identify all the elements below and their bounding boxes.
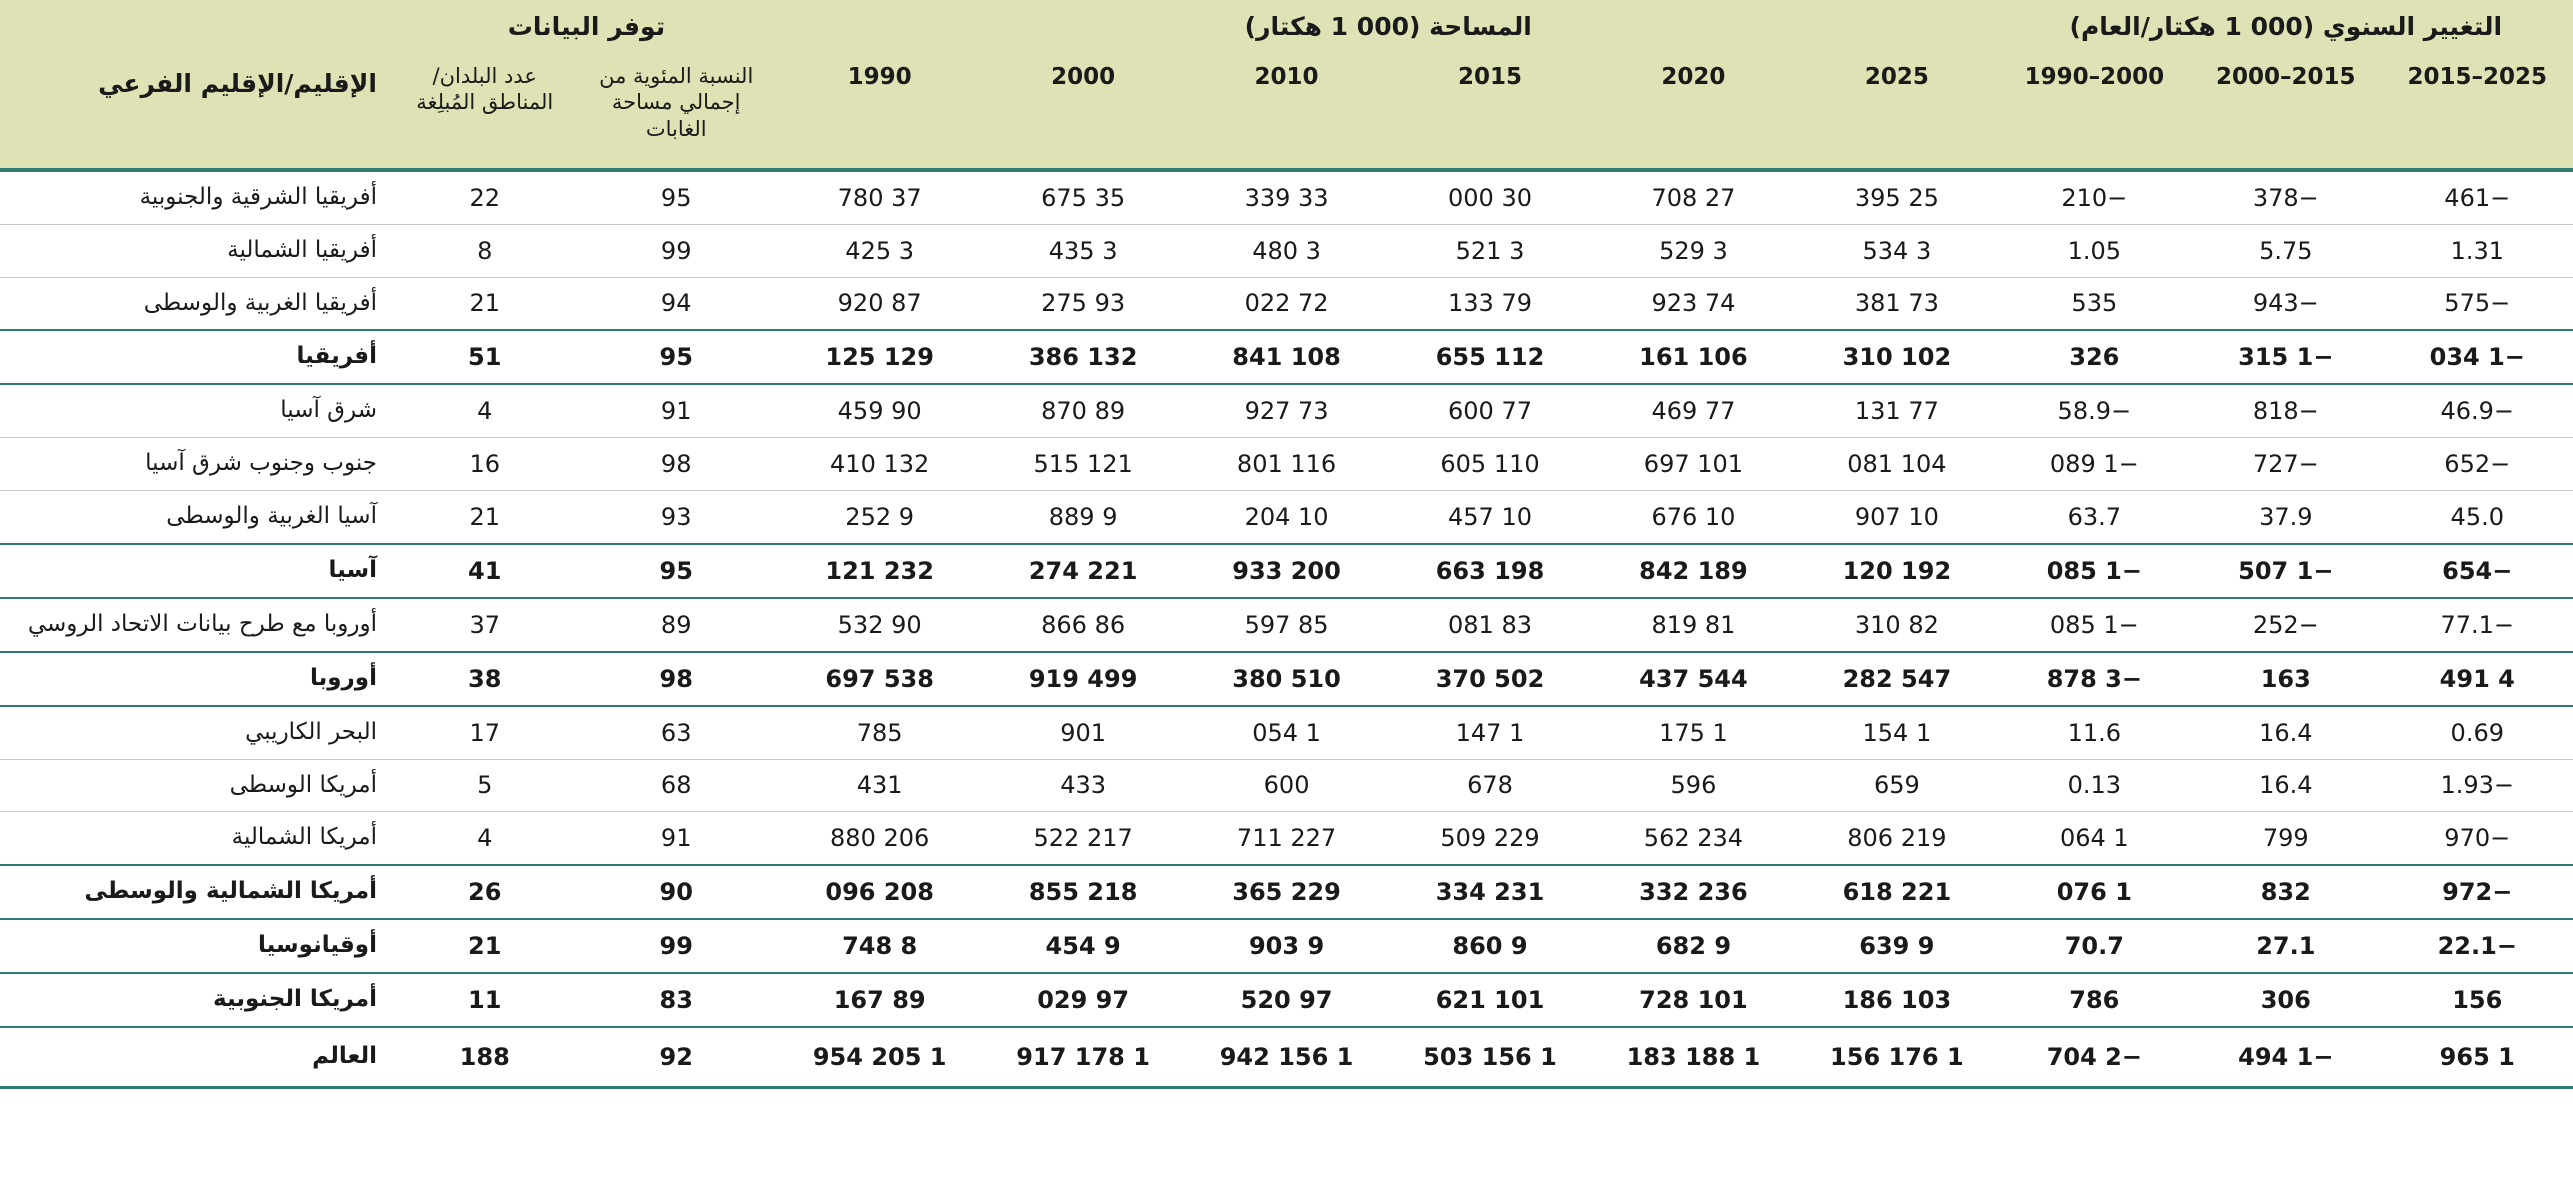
table-cell: 200 933 <box>1185 544 1388 598</box>
table-cell: 1 147 <box>1388 706 1591 759</box>
table-cell: 596 <box>1592 759 1795 812</box>
row-label: أمريكا الشمالية والوسطى <box>0 865 395 919</box>
table-row <box>0 544 2573 598</box>
table-cell: 547 282 <box>1795 652 1998 706</box>
col-change-2000-2015: 2015–2000 <box>2190 53 2381 168</box>
table-cell: −3 878 <box>1999 652 2190 706</box>
table-cell: 27 708 <box>1592 172 1795 224</box>
table-cell: 9 454 <box>981 919 1184 973</box>
table-cell: 37 <box>395 598 575 652</box>
table-cell: 1 175 <box>1592 706 1795 759</box>
table-cell: 121 515 <box>981 438 1184 491</box>
table-cell: 1 188 183 <box>1592 1027 1795 1087</box>
table-cell: 232 121 <box>778 544 981 598</box>
row-label: شرق آسيا <box>0 384 395 437</box>
table-cell: −1 315 <box>2190 330 2381 384</box>
col-reporting-countries: عدد البلدان/المناطق المُبلِغة <box>395 53 575 168</box>
table-cell: 10 457 <box>1388 491 1591 544</box>
col-change-1990-2000: 2000–1990 <box>1999 53 2190 168</box>
table-cell: 89 167 <box>778 973 981 1027</box>
table-cell: 91 <box>574 384 777 437</box>
table-row <box>0 491 2573 544</box>
table-cell: 92 <box>574 1027 777 1087</box>
table-cell: 116 801 <box>1185 438 1388 491</box>
table-cell: 9 860 <box>1388 919 1591 973</box>
table-cell: 41 <box>395 544 575 598</box>
table-cell: 156 <box>2382 973 2573 1027</box>
table-row <box>0 812 2573 865</box>
table-cell: 90 459 <box>778 384 981 437</box>
table-cell: 538 697 <box>778 652 981 706</box>
table-row <box>0 973 2573 1027</box>
row-label: البحر الكاريبي <box>0 706 395 759</box>
table-cell: 499 919 <box>981 652 1184 706</box>
table-cell: 10 907 <box>1795 491 1998 544</box>
table-cell: 33 339 <box>1185 172 1388 224</box>
table-cell: 22 <box>395 172 575 224</box>
table-cell: −727 <box>2190 438 2381 491</box>
table-cell: 51 <box>395 330 575 384</box>
table-cell: 4 <box>395 812 575 865</box>
table-row <box>0 277 2573 330</box>
table-cell: 97 029 <box>981 973 1184 1027</box>
table-cell: 90 <box>574 865 777 919</box>
table-cell: 163 <box>2190 652 2381 706</box>
table-cell: −970 <box>2382 812 2573 865</box>
table-cell: 110 605 <box>1388 438 1591 491</box>
table-row <box>0 865 2573 919</box>
table-cell: 85 597 <box>1185 598 1388 652</box>
table-cell: 1 054 <box>1185 706 1388 759</box>
table-cell: 4 491 <box>2382 652 2573 706</box>
table-header <box>0 0 2573 172</box>
table-cell: −378 <box>2190 172 2381 224</box>
col-area-2020: 2020 <box>1592 53 1795 168</box>
table-cell: 5 <box>395 759 575 812</box>
table-cell: 94 <box>574 277 777 330</box>
table-cell: 91 <box>574 812 777 865</box>
table-cell: 9 889 <box>981 491 1184 544</box>
table-cell: 93 275 <box>981 277 1184 330</box>
row-label: العالم <box>0 1027 395 1087</box>
table-cell: 188 <box>395 1027 575 1087</box>
table-cell: 17 <box>395 706 575 759</box>
table-cell: 217 522 <box>981 812 1184 865</box>
table-cell: 1 205 954 <box>778 1027 981 1087</box>
table-cell: 9 682 <box>1592 919 1795 973</box>
table-cell: 799 <box>2190 812 2381 865</box>
table-cell: 192 120 <box>1795 544 1998 598</box>
table-cell: 16.4 <box>2190 706 2381 759</box>
table-cell: 95 <box>574 172 777 224</box>
table-cell: 502 370 <box>1388 652 1591 706</box>
table-cell: 106 161 <box>1592 330 1795 384</box>
table-cell: 16 <box>395 438 575 491</box>
table-cell: 306 <box>2190 973 2381 1027</box>
table-cell: 3 521 <box>1388 224 1591 277</box>
table-cell: 37 780 <box>778 172 981 224</box>
table-row <box>0 759 2573 812</box>
table-cell: 81 819 <box>1592 598 1795 652</box>
table-cell: −252 <box>2190 598 2381 652</box>
table-cell: −58.9 <box>1999 384 2190 437</box>
table-cell: 102 310 <box>1795 330 1998 384</box>
header-group-row <box>0 0 2573 53</box>
table-cell: 77 600 <box>1388 384 1591 437</box>
table-cell: 9 252 <box>778 491 981 544</box>
table-cell: 236 332 <box>1592 865 1795 919</box>
table-cell: 0.13 <box>1999 759 2190 812</box>
table-cell: 95 <box>574 330 777 384</box>
table-cell: 189 842 <box>1592 544 1795 598</box>
table-cell: 112 655 <box>1388 330 1591 384</box>
col-area-1990: 1990 <box>778 53 981 168</box>
table-cell: 101 697 <box>1592 438 1795 491</box>
table-cell: 3 534 <box>1795 224 1998 277</box>
table-cell: −1 085 <box>1999 598 2190 652</box>
table-cell: 99 <box>574 919 777 973</box>
table-cell: 21 <box>395 277 575 330</box>
table-cell: 11 <box>395 973 575 1027</box>
table-cell: −22.1 <box>2382 919 2573 973</box>
col-area-2010: 2010 <box>1185 53 1388 168</box>
table-cell: 1.05 <box>1999 224 2190 277</box>
table-cell: 219 806 <box>1795 812 1998 865</box>
table-cell: −652 <box>2382 438 2573 491</box>
table-cell: 98 <box>574 652 777 706</box>
table-cell: −972 <box>2382 865 2573 919</box>
col-change-2015-2025: 2025–2015 <box>2382 53 2573 168</box>
table-cell: 535 <box>1999 277 2190 330</box>
row-label: آسيا الغربية والوسطى <box>0 491 395 544</box>
table-cell: 132 386 <box>981 330 1184 384</box>
col-percent-of-total-forest: النسبة المئوية من إجمالي مساحة الغابات <box>574 53 777 168</box>
table-cell: 1 965 <box>2382 1027 2573 1087</box>
row-label: جنوب وجنوب شرق آسيا <box>0 438 395 491</box>
table-cell: 206 880 <box>778 812 981 865</box>
table-cell: 45.0 <box>2382 491 2573 544</box>
table-cell: 208 096 <box>778 865 981 919</box>
table-cell: 3 435 <box>981 224 1184 277</box>
table-cell: 132 410 <box>778 438 981 491</box>
row-label: أوروبا مع طرح بيانات الاتحاد الروسي <box>0 598 395 652</box>
table-cell: 600 <box>1185 759 1388 812</box>
table-cell: 89 <box>574 598 777 652</box>
table-cell: 3 425 <box>778 224 981 277</box>
table-cell: −1 494 <box>2190 1027 2381 1087</box>
table-cell: 70.7 <box>1999 919 2190 973</box>
table-cell: −1 507 <box>2190 544 2381 598</box>
table-row <box>0 706 2573 759</box>
table-cell: 108 841 <box>1185 330 1388 384</box>
table-cell: 1.31 <box>2382 224 2573 277</box>
table-cell: 98 <box>574 438 777 491</box>
table-cell: 30 000 <box>1388 172 1591 224</box>
table-row <box>0 438 2573 491</box>
table-cell: 1 178 917 <box>981 1027 1184 1087</box>
row-label: أمريكا الشمالية <box>0 812 395 865</box>
table-cell: −46.9 <box>2382 384 2573 437</box>
table-cell: 87 920 <box>778 277 981 330</box>
table-cell: 101 621 <box>1388 973 1591 1027</box>
table-cell: 83 081 <box>1388 598 1591 652</box>
table-cell: 10 204 <box>1185 491 1388 544</box>
table-cell: 72 022 <box>1185 277 1388 330</box>
table-cell: 8 748 <box>778 919 981 973</box>
table-cell: −1.93 <box>2382 759 2573 812</box>
table-cell: 1 156 503 <box>1388 1027 1591 1087</box>
table-cell: 9 903 <box>1185 919 1388 973</box>
row-label: أفريقيا الغربية والوسطى <box>0 277 395 330</box>
table-cell: −654 <box>2382 544 2573 598</box>
table-cell: 1 076 <box>1999 865 2190 919</box>
table-cell: −2 704 <box>1999 1027 2190 1087</box>
table-cell: −943 <box>2190 277 2381 330</box>
table-cell: 901 <box>981 706 1184 759</box>
table-cell: −461 <box>2382 172 2573 224</box>
table-cell: 10 676 <box>1592 491 1795 544</box>
table-cell: 229 365 <box>1185 865 1388 919</box>
table-body <box>0 172 2573 1088</box>
table-cell: 234 562 <box>1592 812 1795 865</box>
table-cell: −818 <box>2190 384 2381 437</box>
table-cell: 93 <box>574 491 777 544</box>
table-cell: 8 <box>395 224 575 277</box>
table-cell: 21 <box>395 919 575 973</box>
table-cell: 0.69 <box>2382 706 2573 759</box>
table-cell: −1 034 <box>2382 330 2573 384</box>
table-cell: 79 133 <box>1388 277 1591 330</box>
table-cell: 73 381 <box>1795 277 1998 330</box>
table-cell: 544 437 <box>1592 652 1795 706</box>
row-label: أفريقيا الشرقية والجنوبية <box>0 172 395 224</box>
table-row <box>0 919 2573 973</box>
table-cell: 1 064 <box>1999 812 2190 865</box>
table-cell: 21 <box>395 491 575 544</box>
table-cell: 74 923 <box>1592 277 1795 330</box>
table-cell: 678 <box>1388 759 1591 812</box>
table-cell: −77.1 <box>2382 598 2573 652</box>
table-cell: 4 <box>395 384 575 437</box>
table-cell: 63 <box>574 706 777 759</box>
table-cell: −1 089 <box>1999 438 2190 491</box>
table-cell: 1 154 <box>1795 706 1998 759</box>
table-cell: −1 085 <box>1999 544 2190 598</box>
table-cell: 5.75 <box>2190 224 2381 277</box>
row-label: أفريقيا <box>0 330 395 384</box>
table-cell: 27.1 <box>2190 919 2381 973</box>
table-cell: 221 274 <box>981 544 1184 598</box>
table-cell: 11.6 <box>1999 706 2190 759</box>
table-cell: 37.9 <box>2190 491 2381 544</box>
table-cell: 77 469 <box>1592 384 1795 437</box>
table-cell: 3 529 <box>1592 224 1795 277</box>
group-header-availability: توفر البيانات <box>395 0 778 53</box>
table-cell: 82 310 <box>1795 598 1998 652</box>
table-cell: 229 509 <box>1388 812 1591 865</box>
table-cell: 1 176 156 <box>1795 1027 1998 1087</box>
col-area-2025: 2025 <box>1795 53 1998 168</box>
table-cell: 218 855 <box>981 865 1184 919</box>
table-cell: 659 <box>1795 759 1998 812</box>
table-cell: 101 728 <box>1592 973 1795 1027</box>
table-row <box>0 1027 2573 1087</box>
table-row <box>0 598 2573 652</box>
table-cell: 38 <box>395 652 575 706</box>
table-row <box>0 224 2573 277</box>
table-row <box>0 384 2573 437</box>
table-cell: 510 380 <box>1185 652 1388 706</box>
table-cell: 73 927 <box>1185 384 1388 437</box>
table-cell: 16.4 <box>2190 759 2381 812</box>
table-cell: 89 870 <box>981 384 1184 437</box>
table-cell: 129 125 <box>778 330 981 384</box>
table-cell: 83 <box>574 973 777 1027</box>
table-row <box>0 330 2573 384</box>
table-cell: 9 639 <box>1795 919 1998 973</box>
table-row <box>0 172 2573 224</box>
table-row <box>0 652 2573 706</box>
table-cell: 1 156 942 <box>1185 1027 1388 1087</box>
table-cell: 785 <box>778 706 981 759</box>
row-label: أمريكا الوسطى <box>0 759 395 812</box>
table-cell: 433 <box>981 759 1184 812</box>
table-cell: 431 <box>778 759 981 812</box>
table-cell: 198 663 <box>1388 544 1591 598</box>
table-cell: 99 <box>574 224 777 277</box>
table-cell: 95 <box>574 544 777 598</box>
row-label: أمريكا الجنوبية <box>0 973 395 1027</box>
table-cell: 221 618 <box>1795 865 1998 919</box>
table-cell: 35 675 <box>981 172 1184 224</box>
table-cell: 90 532 <box>778 598 981 652</box>
table-cell: 231 334 <box>1388 865 1591 919</box>
table-cell: 68 <box>574 759 777 812</box>
table-cell: 326 <box>1999 330 2190 384</box>
table-cell: 786 <box>1999 973 2190 1027</box>
table-cell: 97 520 <box>1185 973 1388 1027</box>
row-label: أوقيانوسيا <box>0 919 395 973</box>
table-cell: −210 <box>1999 172 2190 224</box>
group-header-area: المساحة (000 1 هكتار) <box>778 0 1999 53</box>
group-header-change: التغيير السنوي (000 1 هكتار/العام) <box>1999 0 2573 53</box>
table-cell: 63.7 <box>1999 491 2190 544</box>
row-label: آسيا <box>0 544 395 598</box>
table-cell: −575 <box>2382 277 2573 330</box>
row-label: أفريقيا الشمالية <box>0 224 395 277</box>
table-cell: 25 395 <box>1795 172 1998 224</box>
table-cell: 86 866 <box>981 598 1184 652</box>
table-cell: 77 131 <box>1795 384 1998 437</box>
table-cell: 103 186 <box>1795 973 1998 1027</box>
table-cell: 227 711 <box>1185 812 1388 865</box>
col-area-2000: 2000 <box>981 53 1184 168</box>
table-cell: 26 <box>395 865 575 919</box>
row-label: أوروبا <box>0 652 395 706</box>
group-header-region: الإقليم/الإقليم الفرعي <box>0 0 395 168</box>
table-cell: 3 480 <box>1185 224 1388 277</box>
table-cell: 104 081 <box>1795 438 1998 491</box>
table-cell: 832 <box>2190 865 2381 919</box>
col-area-2015: 2015 <box>1388 53 1591 168</box>
